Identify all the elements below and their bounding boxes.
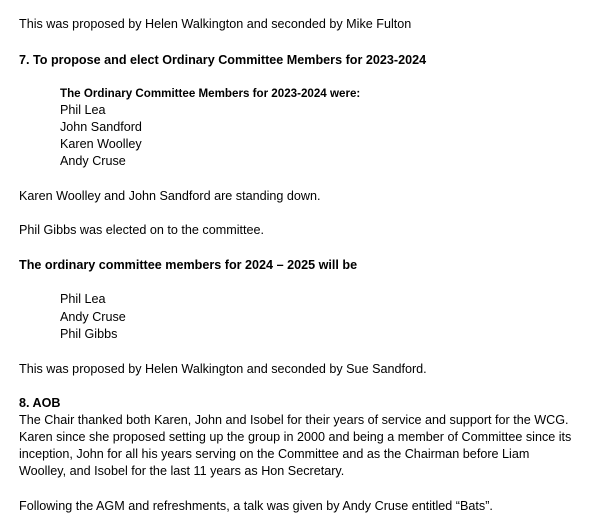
member-2024-item: Andy Cruse xyxy=(60,310,126,324)
talk-text: Following the AGM and refreshments, a talk was given by Andy Cruse entitled “Bats”. xyxy=(19,499,493,513)
standing-down-text: Karen Woolley and John Sandford are standing down. xyxy=(19,189,321,203)
member-2023-item: Andy Cruse xyxy=(60,154,126,168)
elected-text: Phil Gibbs was elected on to the committee. xyxy=(19,223,265,237)
intro-proposed-text: This was proposed by Helen Walkington and seconded by Mike Fulton xyxy=(19,17,412,31)
aob-paragraph-line: inception, John for all his years serving on the Committee and as the Chairman before Liam xyxy=(19,447,530,461)
member-2024-item: Phil Lea xyxy=(60,292,106,306)
aob-paragraph-line: The Chair thanked both Karen, John and Isobel for their years of service and support for the WCG. xyxy=(19,413,569,427)
member-2023-item: John Sandford xyxy=(60,120,142,134)
section-8-heading: 8. AOB xyxy=(19,396,61,410)
member-2023-item: Phil Lea xyxy=(60,103,106,117)
aob-paragraph-line: Karen since she proposed setting up the group in 2000 and being a member of Committee since its xyxy=(19,430,572,444)
section-7-proposed-text: This was proposed by Helen Walkington and seconded by Sue Sandford. xyxy=(19,362,427,376)
member-2023-item: Karen Woolley xyxy=(60,137,142,151)
member-2024-item: Phil Gibbs xyxy=(60,327,118,341)
aob-paragraph-line: Woolley, and Isobel for the last 11 years as Hon Secretary. xyxy=(19,464,345,478)
section-7-heading: 7. To propose and elect Ordinary Committee Members for 2023-2024 xyxy=(19,53,427,67)
members-2024-heading: The ordinary committee members for 2024 – 2025 will be xyxy=(19,258,358,272)
members-2023-heading: The Ordinary Committee Members for 2023-2024 were: xyxy=(60,87,361,100)
